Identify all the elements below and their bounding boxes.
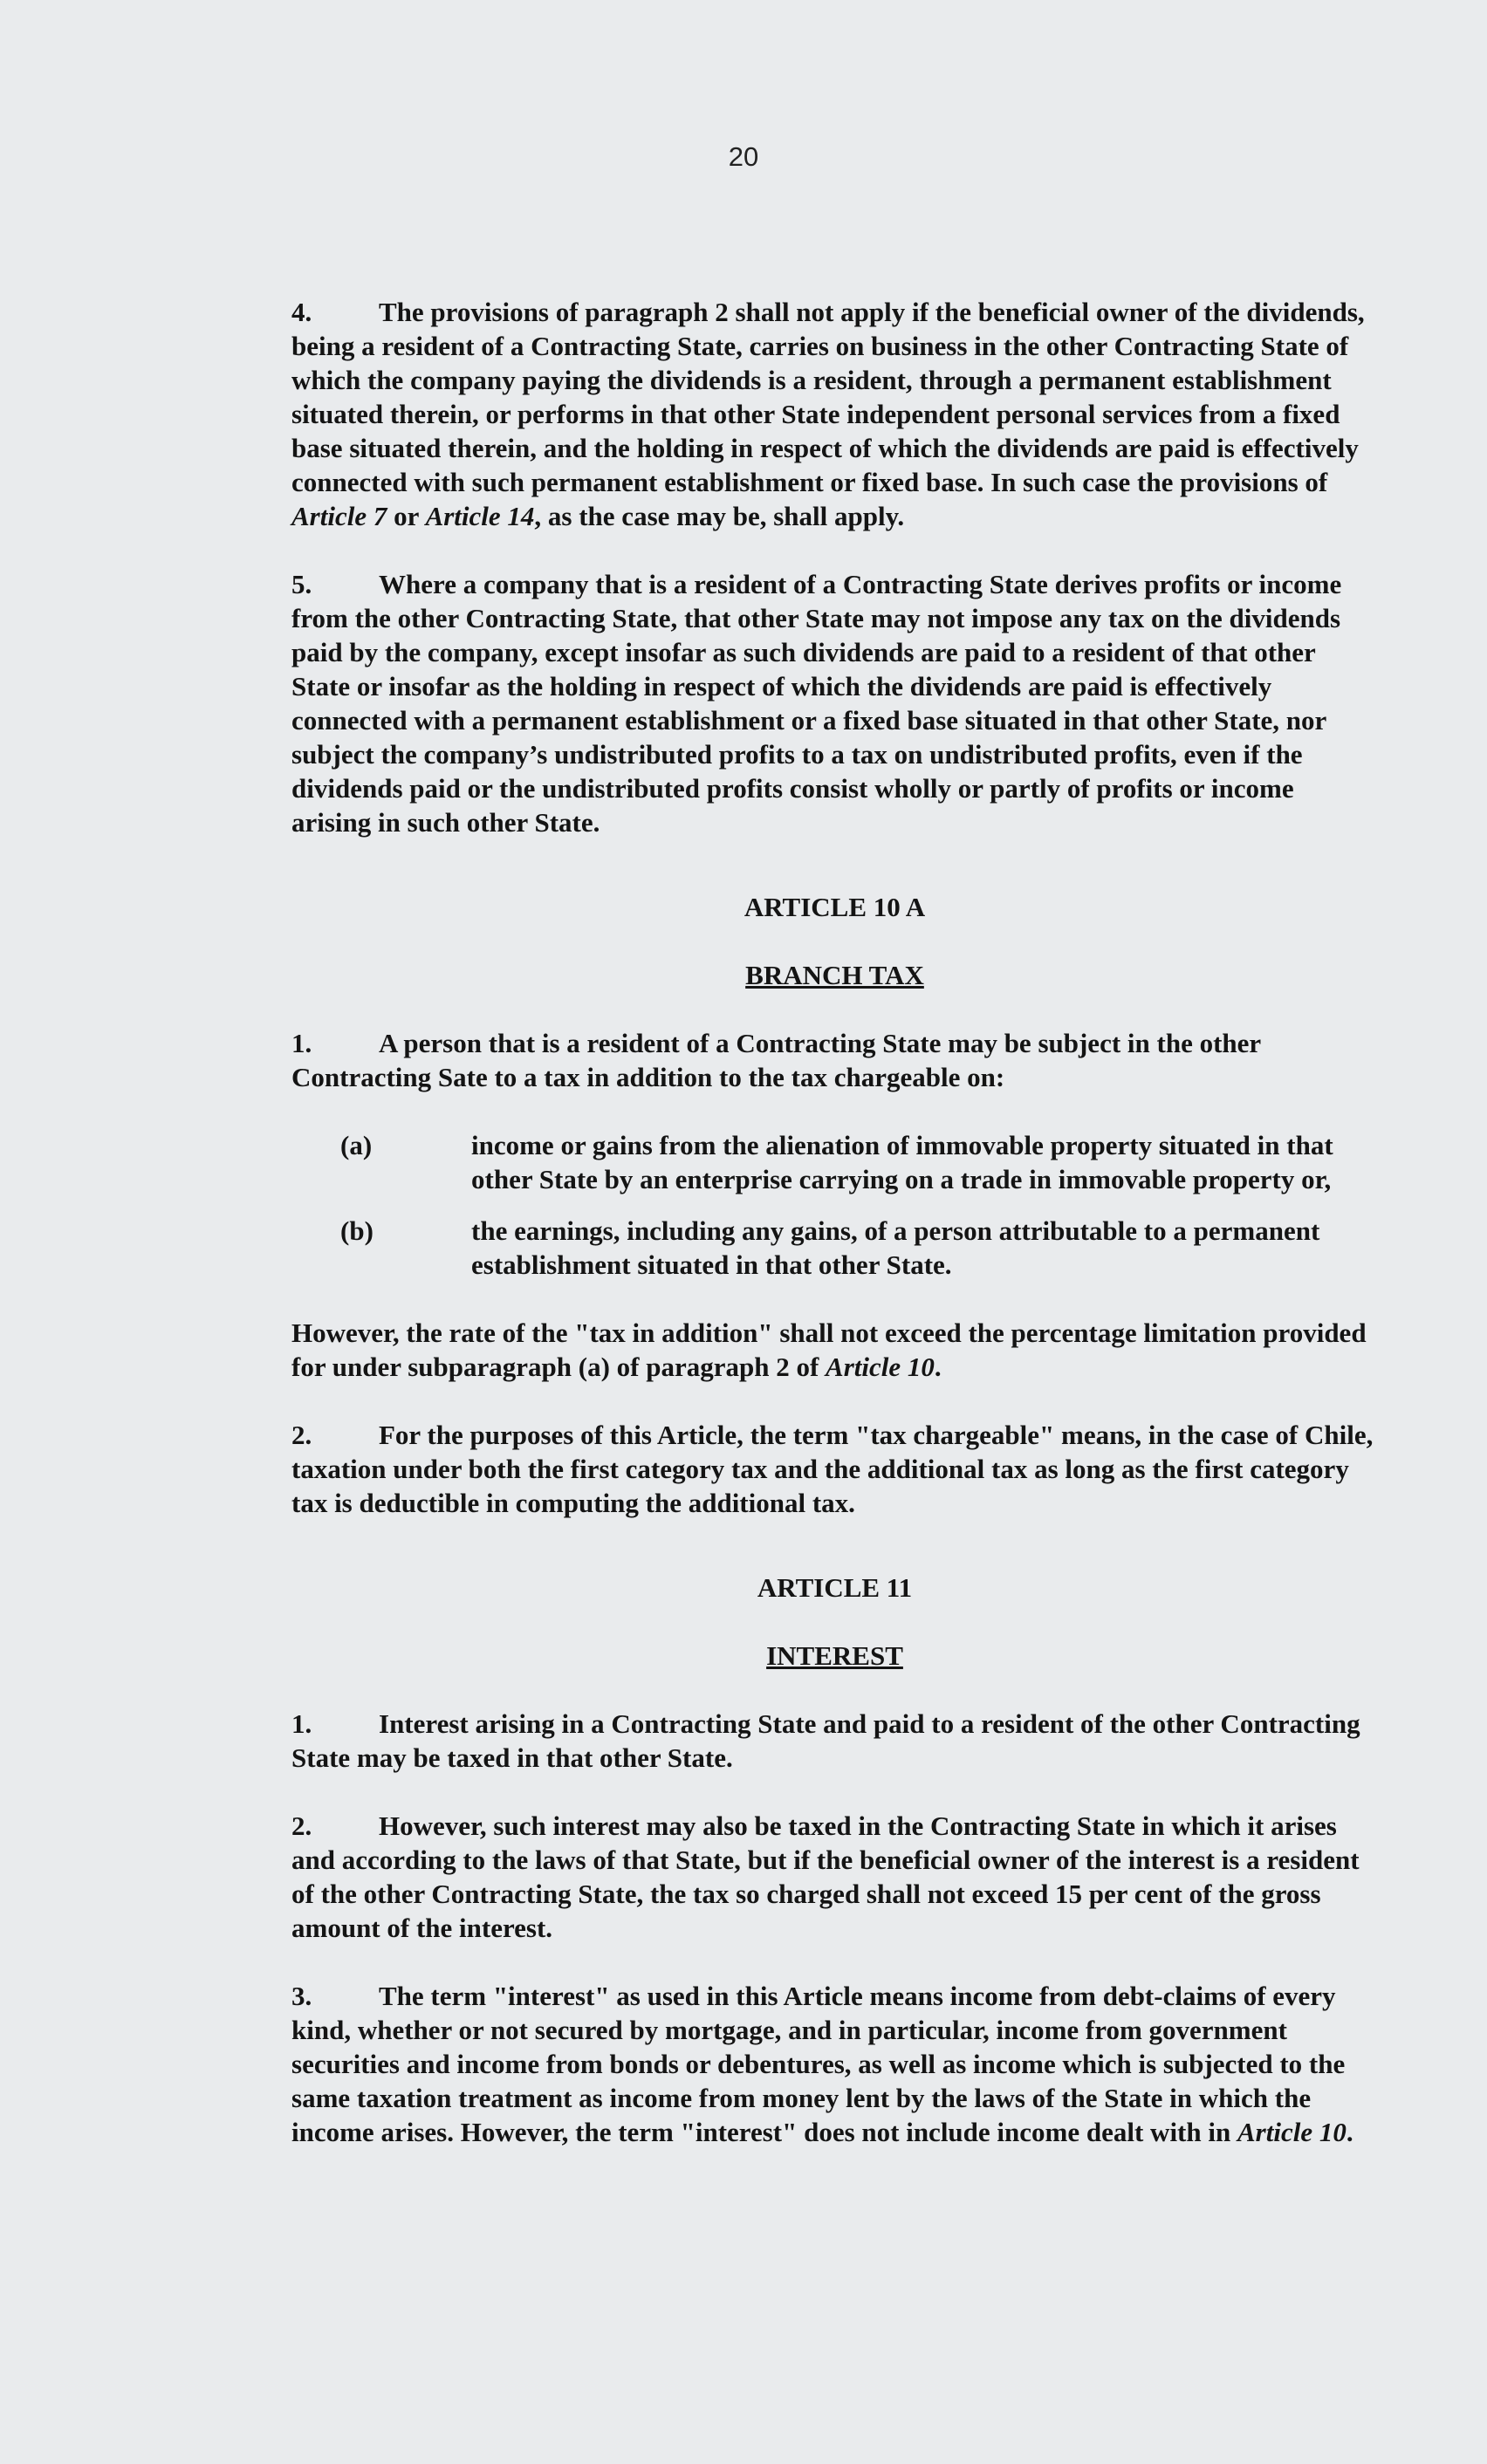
- paragraph-number: 1.: [291, 1028, 312, 1058]
- paragraph-number: 2.: [291, 1810, 312, 1841]
- paragraph-text: The term "interest" as used in this Article means income from debt-claims of every kind, whether or not secured by mortgage, and in particular, income from government securities and income from bonds or debentures, as well as income which is subjected to the same taxation treatment as income from money lent by the laws of the State in which the income arises. However, the term "interest" does not include income dealt with in: [291, 1981, 1346, 2147]
- paragraph-5: [291, 567, 1378, 839]
- article-reference: Article 14: [425, 501, 535, 531]
- paragraph-text: .: [934, 1352, 942, 1382]
- subparagraph-text: the earnings, including any gains, of a person attributable to a permanent establishment situated in that other State.: [471, 1215, 1320, 1280]
- paragraph-text: .: [1346, 2117, 1353, 2147]
- article-10a-paragraph-1: [291, 1026, 1378, 1094]
- paragraph-text: However, such interest may also be taxed in the Contracting State in which it arises and according to the laws of that State, but if the beneficial owner of the interest is a resident of the other Contracting State, the tax so charged shall not exceed 15 per cent of the gross amount of the interest.: [291, 1810, 1360, 1943]
- paragraph-text: A person that is a resident of a Contracting State may be subject in the other Contracting Sate to a tax in addition to the tax chargeable on:: [291, 1028, 1261, 1092]
- article-10a-title: BRANCH TAX: [745, 960, 924, 990]
- article-11-paragraph-1: [291, 1707, 1378, 1775]
- article-11-title: INTEREST: [766, 1640, 903, 1671]
- article-11-heading: ARTICLE 11: [757, 1572, 913, 1603]
- paragraph-number: 3.: [291, 1981, 312, 2011]
- article-reference: Article 10: [826, 1352, 935, 1382]
- paragraph-text: The provisions of paragraph 2 shall not apply if the beneficial owner of the dividends, being a resident of a Contracting State, carries on business in the other Contracting State of which the company paying the dividends is a resident, through a permanent establishment situated therein, or performs in that other State independent personal services from a fixed base situated therein, and the holding in respect of which the dividends are paid is effectively connected with such permanent establishment or fixed base. In such case the provisions of: [291, 297, 1365, 497]
- article-11-paragraph-2: [291, 1809, 1378, 1945]
- paragraph-number: 4.: [291, 297, 312, 327]
- paragraph-text: For the purposes of this Article, the term "tax chargeable" means, in the case of Chile, taxation under both the first category tax and the additional tax as long as the first category tax is deductible in computing the additional tax.: [291, 1420, 1374, 1518]
- subparagraph-a: [291, 1128, 1378, 1196]
- subparagraph-label: (a): [340, 1130, 373, 1160]
- document-body: [291, 295, 1378, 2183]
- article-reference: Article 7: [291, 501, 387, 531]
- article-reference: Article 10: [1237, 2117, 1347, 2147]
- article-10a-limitation-text: [291, 1316, 1378, 1384]
- subparagraph-list: [291, 1128, 1378, 1282]
- article-10a-paragraph-2: [291, 1418, 1378, 1520]
- paragraph-text: Interest arising in a Contracting State and paid to a resident of the other Contracting State may be taxed in that other State.: [291, 1708, 1360, 1773]
- subparagraph-b: [291, 1214, 1378, 1282]
- article-10a-heading: ARTICLE 10 A: [744, 892, 926, 922]
- paragraph-4: [291, 295, 1378, 533]
- paragraph-text: However, the rate of the "tax in addition" shall not exceed the percentage limitation provided for under subparagraph (a) of paragraph 2 of: [291, 1318, 1367, 1382]
- paragraph-number: 5.: [291, 569, 312, 599]
- paragraph-number: 2.: [291, 1420, 312, 1450]
- page-number: 20: [728, 141, 759, 172]
- paragraph-text: , as the case may be, shall apply.: [534, 501, 905, 531]
- article-11-paragraph-3: [291, 1979, 1378, 2149]
- paragraph-text: or: [387, 501, 426, 531]
- subparagraph-label: (b): [340, 1215, 373, 1246]
- paragraph-number: 1.: [291, 1708, 312, 1739]
- subparagraph-text: income or gains from the alienation of immovable property situated in that other State by an enterprise carrying on a trade in immovable property or,: [471, 1130, 1333, 1194]
- paragraph-text: Where a company that is a resident of a Contracting State derives profits or income from the other Contracting State, that other State may not impose any tax on the dividends paid by the company, except insofar as such dividends are paid to a resident of that other State or insofar as the holding in respect of which the dividends are paid is effectively connected with a permanent establishment or a fixed base situated in that other State, nor subject the company’s undistributed profits to a tax on undistributed profits, even if the dividends paid or the undistributed profits consist wholly or partly of profits or income arising in such other State.: [291, 569, 1342, 838]
